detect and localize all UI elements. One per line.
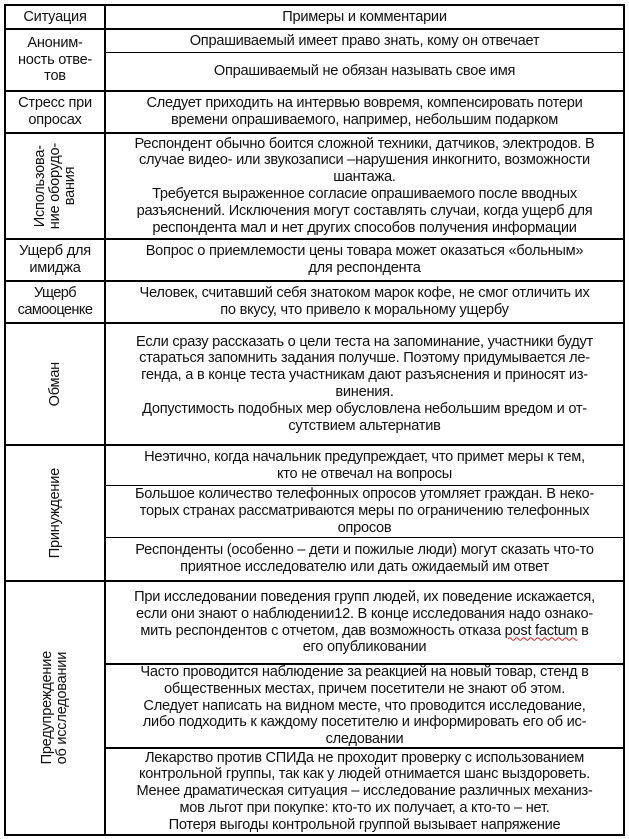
situation-equipment (6, 132, 106, 238)
example-text: Опрашиваемый имеет право знать, кому он отвечает (189, 32, 540, 49)
example-text: Респонденты (особенно – дети и пожилые люди) могут сказать что-то приятное исследователю или дать ожидаемый им ответ (135, 542, 594, 575)
situation-text: Стресс при опросах (18, 95, 92, 128)
header-examples (106, 6, 623, 28)
ethics-table (4, 4, 625, 836)
example-cell (106, 580, 623, 663)
example-text: Лекарство против СПИДа не проходит проверку с использованием контрольной группы, так как у людей отнимается шанс выздороветь. Менее драматическая ситуация – исследование различных механиз- мов льгот при покупке: кто-то их получает, а кто-то – нет. Потеря выгоды контрольной группой вызывает напряжение (136, 749, 593, 833)
situation-text: Ущерб для имиджа (19, 243, 91, 276)
example-text: Большое количество телефонных опросов утомляет граждан. В неко- торых странах рассматриваются меры по ограничению телефонных опросов (134, 486, 595, 536)
example-cell (106, 747, 623, 834)
example-text (134, 589, 595, 656)
example-cell (106, 28, 623, 52)
example-text: Опрашиваемый не обязан называть свое имя (213, 63, 516, 80)
situation-deception (6, 322, 106, 444)
example-cell (106, 280, 623, 322)
spellcheck-flagged-text: post factum (504, 622, 578, 639)
header-examples-text: Примеры и комментарии (282, 8, 447, 25)
example-cell (106, 90, 623, 132)
example-text-part: в его опубликовании (302, 622, 589, 656)
situation-anonymity (6, 28, 106, 90)
situation-text: Ущерб самооценке (17, 285, 93, 318)
example-text: Неэтично, когда начальник предупреждает, что примет меры к тем, кто не отвечал на вопросы (144, 448, 585, 482)
example-cell (106, 444, 623, 485)
example-cell (106, 132, 623, 238)
example-cell (106, 238, 623, 280)
situation-text: Принуждение (46, 467, 63, 559)
situation-research-warning (6, 580, 106, 834)
situation-self-esteem (6, 280, 106, 322)
example-text: Если сразу рассказать о цели теста на запоминание, участники будут стараться запомнить задания получше. Поэтому придумывается ле- генда, а в конце теста участникам дают разъяснения и приносят из- винения. Допустимость подобных мер обусловлена небольшим вредом и от- сутствием альтернатив (136, 333, 593, 434)
example-text: Часто проводится наблюдение за реакцией на новый товар, стенд в общественных местах, причем посетители не знают об этом. Следует написать на видном месте, что проводится исследование, либо подходить к каждому посетителю и информировать его об ис- следовании (140, 664, 589, 748)
example-text: Человек, считавший себя знатоком марок кофе, не смог отличить их по вкусу, что привело к моральному ущербу (139, 285, 590, 318)
example-cell (106, 322, 623, 444)
example-cell (106, 52, 623, 90)
situation-text: Использова- ние оборудо- вания (31, 142, 78, 230)
example-cell (106, 537, 623, 580)
example-cell (106, 663, 623, 747)
example-cell (106, 485, 623, 537)
header-situation (6, 6, 106, 28)
example-text: Следует приходить на интервью вовремя, компенсировать потери времени опрашиваемого, например, небольшим подарком (146, 95, 583, 128)
situation-stress (6, 90, 106, 132)
situation-text: Аноним- ность отве- тов (17, 34, 93, 85)
example-text-part: При исследовании поведения групп людей, их поведение искажается, если они знают о наблюдении12. В конце исследования надо ознако- мить респондентов с отчетом, дав возможность отказа (134, 588, 595, 639)
situation-text: Предупреждение об исследовании (39, 651, 70, 765)
situation-coercion (6, 444, 106, 580)
example-text: Респондент обычно боится сложной техники, датчиков, электродов. В случае видео- или звукозаписи –нарушения инкогнито, возможности шантажа. Требуется выраженное согласие опрашиваемого после вводных разъяснений. Исключения могут составлять случаи, когда ущерб для респондента мал и нет других способов получения информации (134, 135, 595, 236)
situation-image (6, 238, 106, 280)
example-text: Вопрос о приемлемости цены товара может оказаться «больным» для респондента (145, 243, 584, 276)
situation-text: Обман (46, 361, 63, 407)
header-situation-text: Ситуация (23, 8, 87, 25)
